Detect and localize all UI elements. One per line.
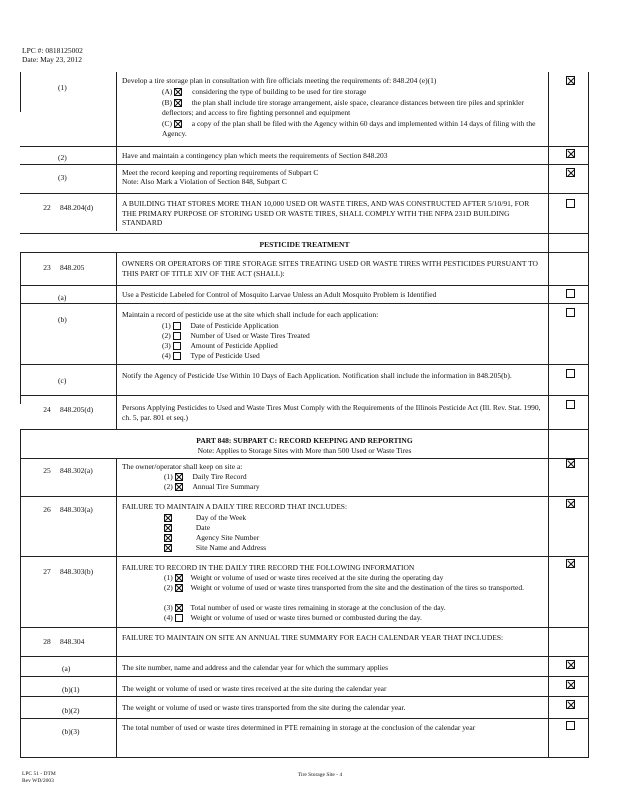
row-26-sub-4 xyxy=(164,543,266,553)
part-c-note: Note: Applies to Storage Sites with More than 500 Used or Waste Tires xyxy=(197,446,412,455)
form-revision: Rev WD/2003 xyxy=(22,778,54,784)
divider xyxy=(20,676,589,677)
row-28b2-text: The weight or volume of used or waste tires transported from the site during the calendar year. xyxy=(122,703,406,712)
checkbox-row-3[interactable] xyxy=(566,168,575,177)
column-divider xyxy=(116,72,117,231)
checkbox-row-26[interactable] xyxy=(566,499,575,508)
row-27-number: 27 xyxy=(43,567,51,576)
sub-text: Weight or volume of used or waste tires received at the site during the operating day xyxy=(190,573,444,582)
row-2-text: Have and maintain a contingency plan which meets the requirements of Section 848.203 xyxy=(122,151,388,160)
row-23b-sub-4 xyxy=(162,351,260,361)
divider xyxy=(20,285,589,286)
sub-label: (1) xyxy=(162,321,171,330)
divider xyxy=(20,696,589,697)
checkbox-row-2[interactable] xyxy=(566,149,575,158)
row-26-number: 26 xyxy=(43,505,51,514)
sub-b-text: the plan shall include tire storage arrangement, aisle space, clearance distances between tire piles and sprinkler deflectors; and access to fire fighting personnel and equipment xyxy=(162,98,524,117)
row-23-section: 848.205 xyxy=(60,263,85,272)
checkbox-26-3[interactable] xyxy=(164,534,172,542)
divider xyxy=(20,233,589,234)
row-1-text: Develop a tire storage plan in consultation with fire officials meeting the requirements of: 848.204 (e)(1) xyxy=(122,76,437,85)
checkbox-26-4[interactable] xyxy=(164,544,172,552)
row-22-text: A BUILDING THAT STORES MORE THAN 10,000 USED OR WASTE TIRES, AND WAS CONSTRUCTED AFTER 5/10/91, FOR THE PRIMARY PURPOSE OF STORING USED OR WASTE TIRES, SHALL COMPLY WITH THE NFPA 231D BUILDING STANDARD xyxy=(122,199,530,227)
row-24-number: 24 xyxy=(43,405,51,414)
row-28b1-label: (b)(1) xyxy=(62,685,80,694)
part-c-title: PART 848: SUBPART C: RECORD KEEPING AND REPORTING xyxy=(196,436,413,445)
sub-text: Total number of used or waste tires remaining in storage at the conclusion of the day. xyxy=(190,603,446,612)
row-27-section: 848.303(b) xyxy=(60,567,94,576)
divider xyxy=(20,458,589,459)
divider xyxy=(20,364,589,365)
divider xyxy=(20,656,589,657)
row-28a-text: The site number, name and address and the calendar year for which the summary applies xyxy=(122,663,389,672)
page-label: Tire Storage Site - 4 xyxy=(297,772,343,778)
row-25-sub-2 xyxy=(164,482,260,492)
sub-label: (2) xyxy=(164,482,173,491)
row-23b-sub-3 xyxy=(162,341,278,351)
checkbox-row-24[interactable] xyxy=(566,400,575,409)
checkbox-row-25[interactable] xyxy=(566,459,575,468)
row-25-sub-1 xyxy=(164,472,247,482)
sub-text: Annual Tire Summary xyxy=(192,482,260,491)
row-28b1-text: The weight or volume of used or waste tires received at the site during the calendar year xyxy=(122,684,387,693)
row-27-sub-2 xyxy=(164,583,544,593)
checkbox-row-1[interactable] xyxy=(566,76,575,85)
row-1-sub-b xyxy=(162,98,537,117)
checkbox-1c[interactable] xyxy=(174,120,182,128)
checkbox-27-4[interactable] xyxy=(175,614,183,622)
row-23b-text: Maintain a record of pesticide use at the site which shall include for each application: xyxy=(122,310,379,319)
sub-text: Date of Pesticide Application xyxy=(190,321,279,330)
checkbox-1b[interactable] xyxy=(174,99,182,107)
sub-label: (3) xyxy=(162,341,171,350)
row-23a-text: Use a Pesticide Labeled for Control of Mosquito Larvae Unless an Adult Mosquito Problem is Identified xyxy=(122,290,437,299)
checkbox-27-1[interactable] xyxy=(175,574,183,582)
divider xyxy=(20,252,589,253)
row-28b2-label: (b)(2) xyxy=(62,706,80,715)
checkbox-row-23a[interactable] xyxy=(566,289,575,298)
row-27-text: FAILURE TO RECORD IN THE DAILY TIRE RECORD THE FOLLOWING INFORMATION xyxy=(122,563,415,572)
sub-text: Amount of Pesticide Applied xyxy=(190,341,278,350)
divider xyxy=(20,164,589,165)
frame-left xyxy=(20,252,21,404)
checkbox-1a[interactable] xyxy=(174,88,182,96)
row-27-sub-4 xyxy=(164,613,544,623)
row-1-sub-a xyxy=(162,87,542,97)
row-23-text: OWNERS OR OPERATORS OF TIRE STORAGE SITES TREATING USED OR WASTE TIRES WITH PESTICIDES PURSUANT TO THIS PART OF TITLE XIV OF THE ACT (SHALL): xyxy=(122,259,538,278)
row-28-number: 28 xyxy=(43,637,51,646)
column-divider xyxy=(116,252,117,429)
row-3-note: Note: Also Mark a Violation of Section 848, Subpart C xyxy=(122,177,287,186)
divider xyxy=(20,757,589,758)
checkbox-23b-1[interactable] xyxy=(173,322,181,330)
sub-text: Number of Used or Waste Tires Treated xyxy=(190,331,310,340)
sub-label: (1) xyxy=(164,472,173,481)
pesticide-title: PESTICIDE TREATMENT xyxy=(259,240,350,249)
checkbox-26-2[interactable] xyxy=(164,524,172,532)
sub-text: Date xyxy=(195,523,211,532)
row-22-section: 848.204(d) xyxy=(60,203,94,212)
divider xyxy=(20,718,589,719)
row-24-text: Persons Applying Pesticides to Used and Waste Tires Must Comply with the Requirements of the Illinois Pesticide Act (Ill. Rev. Stat. 1990, ch. 5, par. 801 et seq.) xyxy=(122,403,541,422)
sub-label: (4) xyxy=(162,351,171,360)
checkbox-23b-2[interactable] xyxy=(173,332,181,340)
row-26-section: 848.303(a) xyxy=(60,505,93,514)
sub-text: Type of Pesticide Used xyxy=(190,351,260,360)
checkbox-23b-4[interactable] xyxy=(173,352,181,360)
row-28a-label: (a) xyxy=(62,664,71,673)
checkbox-row-28a[interactable] xyxy=(566,660,575,669)
row-27-sub-3 xyxy=(164,603,544,613)
checkbox-row-28b3[interactable] xyxy=(566,721,575,730)
row-26-text: FAILURE TO MAINTAIN A DAILY TIRE RECORD THAT INCLUDES: xyxy=(122,502,348,511)
lpc-number: LPC #: 0818125002 xyxy=(22,46,83,55)
divider xyxy=(20,627,589,628)
checkbox-25-1[interactable] xyxy=(175,473,183,481)
row-1-sub-c xyxy=(162,119,537,138)
row-25-number: 25 xyxy=(43,466,51,475)
row-23b-label: (b) xyxy=(58,315,67,324)
sub-text: Weight or volume of used or waste tires transported from the site and the destination of the tires so transported. xyxy=(190,583,524,592)
row-26-sub-2 xyxy=(164,523,210,533)
column-divider xyxy=(116,458,117,758)
row-23c-text: Notify the Agency of Pesticide Use Within 10 Days of Each Application. Notification shall include the information in 848.205(b). xyxy=(122,371,512,380)
checkbox-27-3[interactable] xyxy=(175,604,183,612)
row-3-text: Meet the record keeping and reporting requirements of Subpart C xyxy=(122,168,319,177)
divider xyxy=(20,146,589,147)
sub-c-label: (C) xyxy=(162,119,172,128)
frame-left xyxy=(20,429,21,758)
row-23a-label: (a) xyxy=(58,293,67,302)
sub-text: Weight or volume of used or waste tires burned or combusted during the day. xyxy=(190,613,422,622)
row-26-sub-1 xyxy=(164,513,246,523)
row-26-sub-3 xyxy=(164,533,259,543)
row-28b3-text: The total number of used or waste tires determined in PTE remaining in storage at the conclusion of the calendar year xyxy=(122,723,476,732)
sub-b-label: (B) xyxy=(162,98,172,107)
row-28-text: FAILURE TO MAINTAIN ON SITE AN ANNUAL TIRE SUMMARY FOR EACH CALENDAR YEAR THAT INCLUDES: xyxy=(122,633,504,642)
row-28b3-label: (b)(3) xyxy=(62,727,80,736)
sub-label: (3) xyxy=(164,603,173,612)
row-28-section: 848.304 xyxy=(60,637,85,646)
sub-label: (2) xyxy=(162,331,171,340)
divider xyxy=(20,496,589,497)
sub-text: Site Name and Address xyxy=(195,543,267,552)
frame-left xyxy=(20,72,21,112)
row-23c-label: (c) xyxy=(58,376,67,385)
row-2-label: (2) xyxy=(58,153,67,162)
row-23b-sub-1 xyxy=(162,321,279,331)
divider xyxy=(20,429,589,430)
sub-label: (1) xyxy=(164,573,173,582)
sub-text: Agency Site Number xyxy=(195,533,260,542)
divider xyxy=(20,556,589,557)
sub-label: (2) xyxy=(164,583,173,592)
row-1-label: (1) xyxy=(58,83,67,92)
row-27-sub-1 xyxy=(164,573,544,583)
checkbox-row-28b2[interactable] xyxy=(566,700,575,709)
sub-label: (4) xyxy=(164,613,173,622)
sub-c-text: a copy of the plan shall be filed with the Agency within 60 days and implemented within 14 days of filing with the Agency. xyxy=(162,119,536,138)
row-24-section: 848.205(d) xyxy=(60,405,94,414)
checkbox-25-2[interactable] xyxy=(175,483,183,491)
checkbox-row-23c[interactable] xyxy=(566,369,575,378)
row-22-number: 22 xyxy=(43,203,51,212)
row-25-section: 848.302(a) xyxy=(60,466,93,475)
checkbox-row-27[interactable] xyxy=(566,559,575,568)
report-date: Date: May 23, 2012 xyxy=(22,55,82,64)
checkbox-row-22[interactable] xyxy=(566,199,575,208)
checkbox-row-28b1[interactable] xyxy=(566,680,575,689)
sub-text: Day of the Week xyxy=(195,513,247,522)
sub-text: Daily Tire Record xyxy=(192,472,247,481)
checkbox-row-23b[interactable] xyxy=(566,308,575,317)
row-23-number: 23 xyxy=(43,263,51,272)
row-23b-sub-2 xyxy=(162,331,310,341)
row-3-label: (3) xyxy=(58,173,67,182)
form-id: LPC 51 - DTM xyxy=(22,771,56,777)
sub-a-label: (A) xyxy=(162,87,173,96)
sub-a-text: considering the type of building to be used for tire storage xyxy=(192,87,367,96)
divider xyxy=(20,193,589,194)
checkbox-27-2[interactable] xyxy=(175,584,183,592)
row-25-text: The owner/operator shall keep on site a: xyxy=(122,462,243,471)
divider xyxy=(20,303,589,304)
divider xyxy=(20,395,589,396)
checkbox-23b-3[interactable] xyxy=(173,342,181,350)
checkbox-26-1[interactable] xyxy=(164,514,172,522)
